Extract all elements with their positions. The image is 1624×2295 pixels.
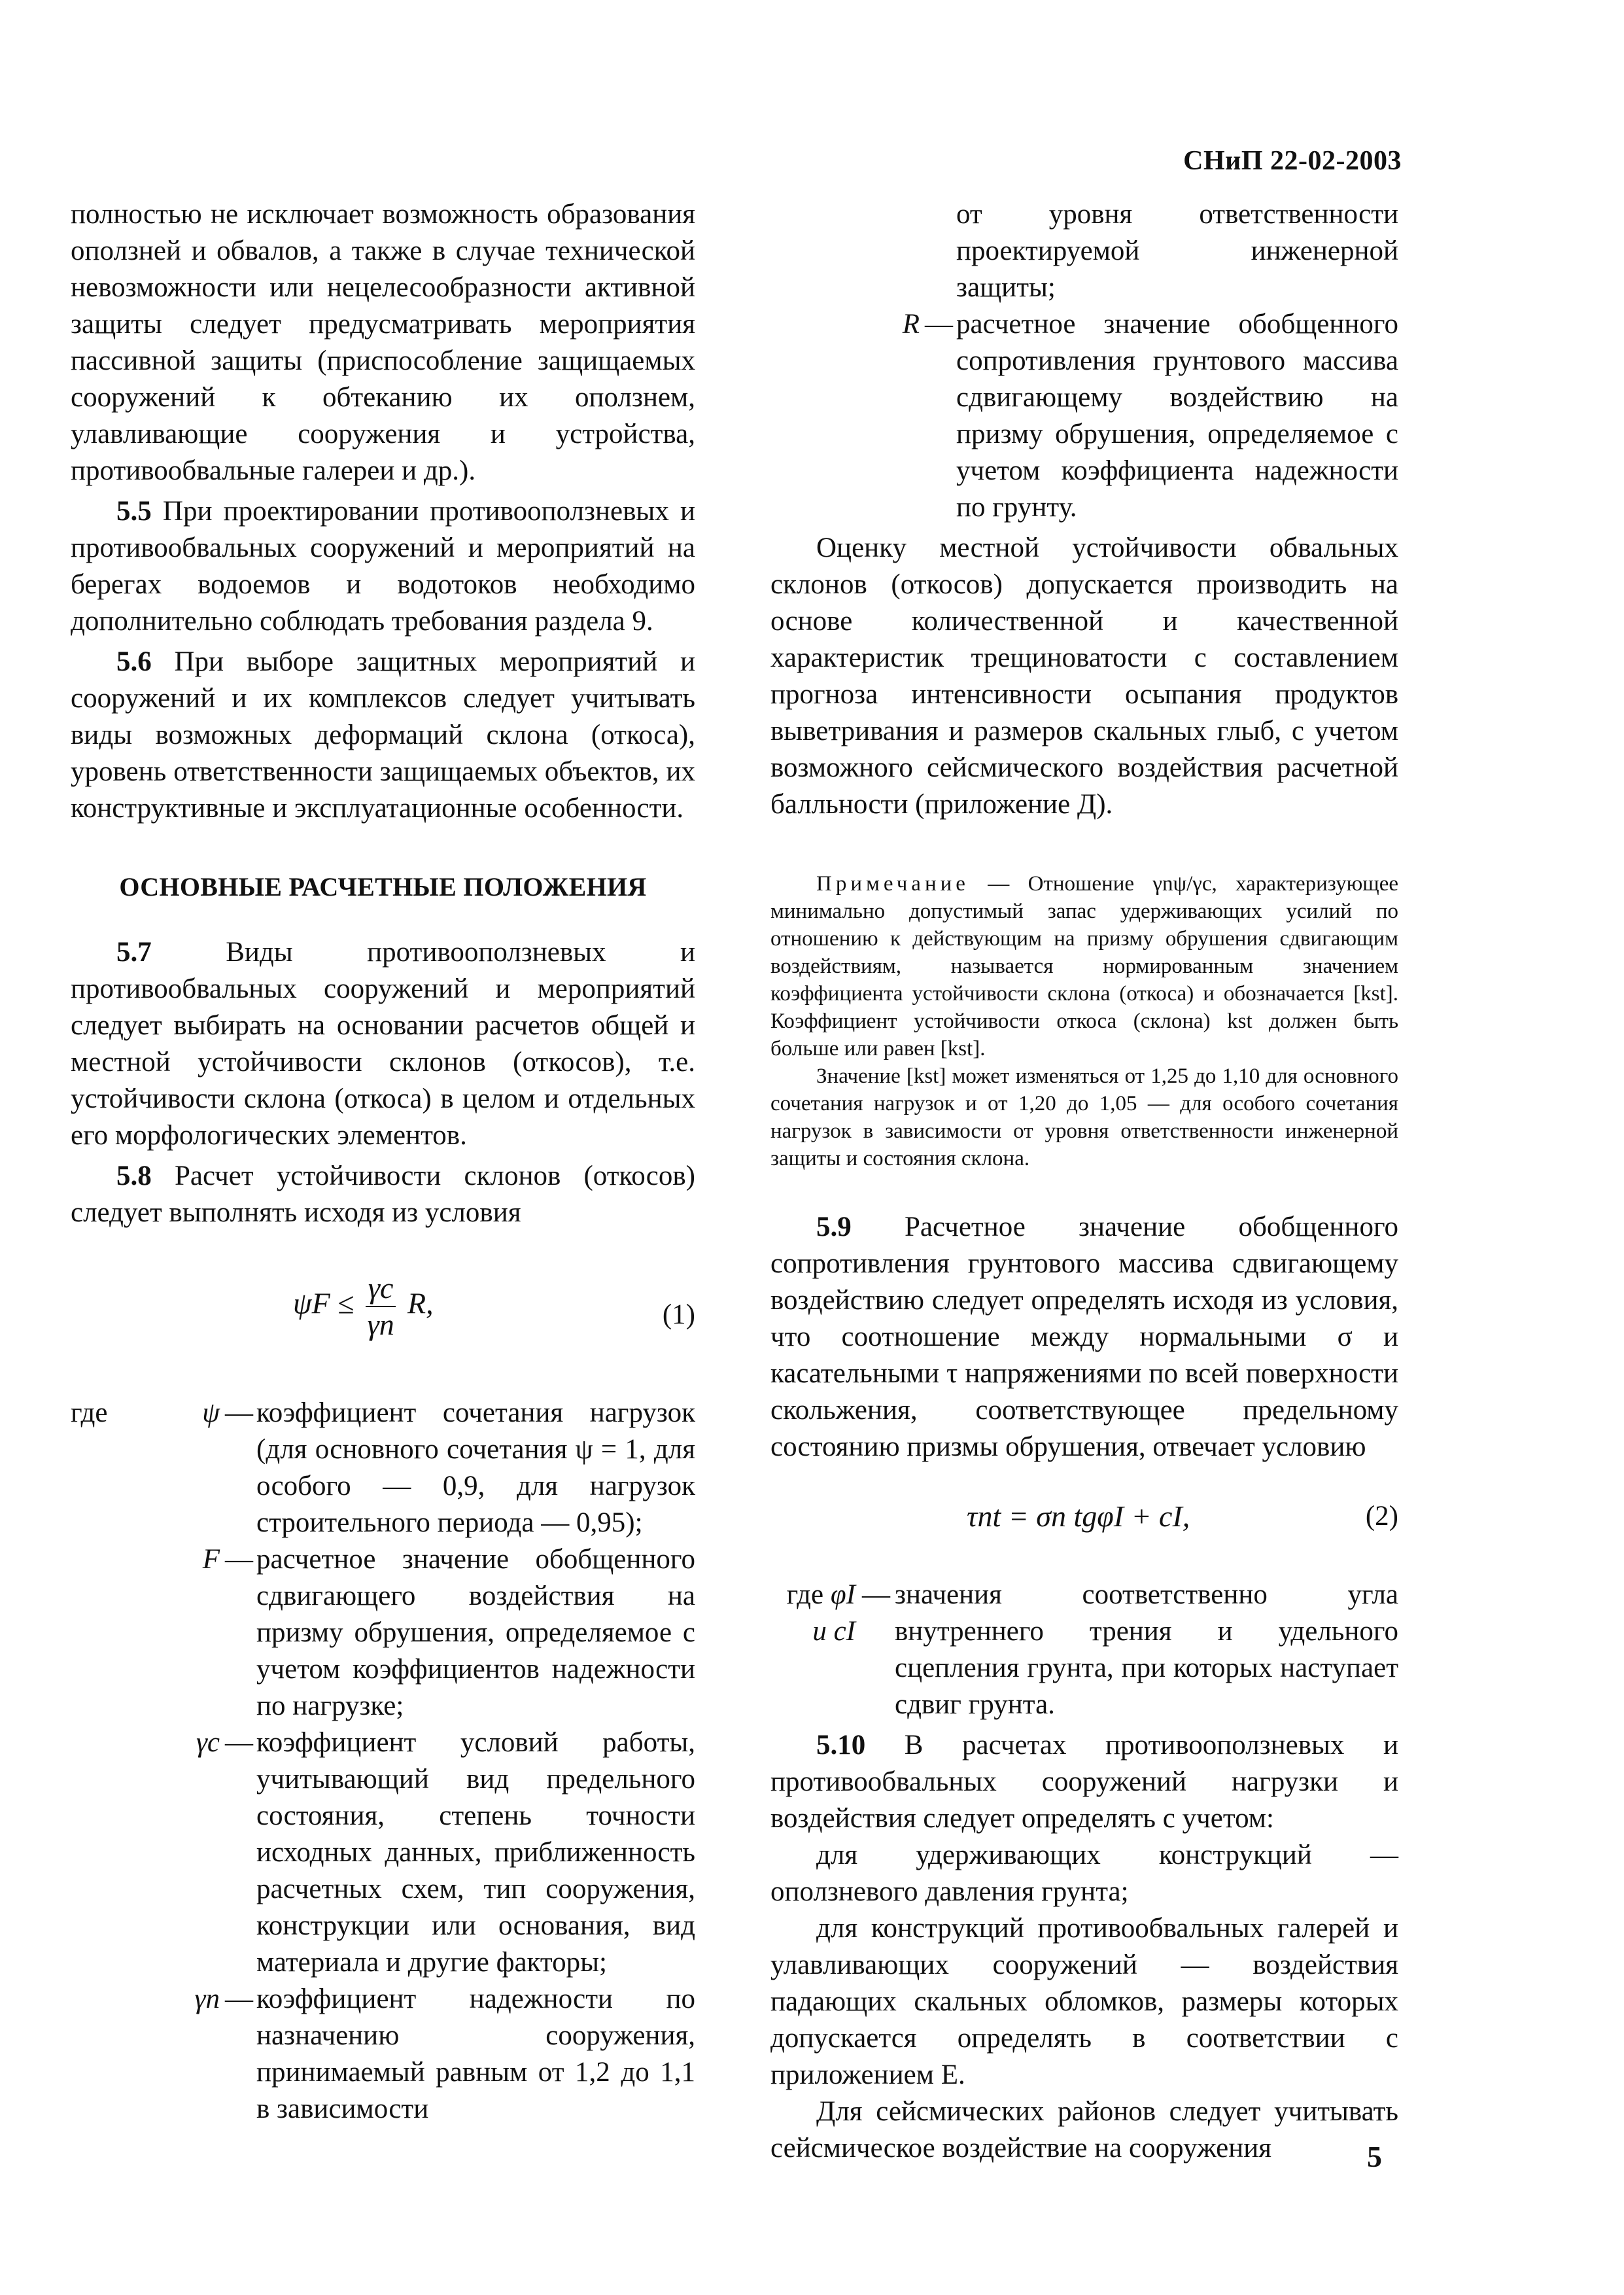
definition-text: от уровня ответственности проектируемой инженерной защиты; xyxy=(956,199,1398,303)
left-column xyxy=(71,196,695,2128)
definition-symbol: γn xyxy=(194,1984,220,2014)
note-text: — Отношение γnψ/γc, характеризующее минимально допустимый запас удерживающих усилий по отношению к действующим на призму обрушения сдвигающим воздействиям, называется нормированным значением коэффициента устойчивости склона (откоса) и обозначается [kst]. Коэффициент устойчивости откоса (склона) kst должен быть больше или равен [kst]. xyxy=(770,872,1398,1060)
definition-dash: — xyxy=(862,1579,890,1610)
fraction-numerator: γc xyxy=(366,1270,396,1307)
clause-number: 5.9 xyxy=(816,1212,852,1242)
clause-text: Расчетное значение обобщенного сопротивления грунтового массива сдвигающему воздействию следует определять исходя из условия, что соотношение между нормальными σ и касательными τ напряжениями по всей поверхности скольжения, соответствующее предельному состоянию призмы обрушения, отвечает условию xyxy=(770,1212,1399,1462)
clause-text: При выборе защитных мероприятий и сооружений и их комплексов следует учитывать виды возможных деформаций склона (откоса), уровень ответственности защищаемых объектов, их конструктивные и эксплуатационные особенности. xyxy=(71,646,695,824)
clause-number: 5.5 xyxy=(116,496,152,527)
formula-2-number: (2) xyxy=(1365,1501,1398,1532)
clause-text: Расчет устойчивости склонов (откосов) следует выполнять исходя из условия xyxy=(71,1161,695,1228)
note-label: Примечание xyxy=(816,872,969,896)
formula-1 xyxy=(71,1270,695,1369)
definition-text: коэффициент надежности по назначению сооружения, принимаемый равным от 1,2 до 1,1 в зависимости xyxy=(256,1984,695,2124)
definition-symbol xyxy=(770,1577,855,1723)
paragraph-5-10 xyxy=(770,1727,1398,1837)
definition-text: расчетное значение обобщенного сопротивления грунтового массива сдвигающему воздействию на призму обрушения, определяемое с учетом коэффициента надежности по грунту. xyxy=(956,309,1398,523)
fraction-denominator: γn xyxy=(367,1308,394,1341)
formula-1-fraction xyxy=(366,1270,396,1342)
clause-number: 5.8 xyxy=(116,1161,152,1191)
clause-text: Виды противооползневых и противообвальных сооружений и мероприятий следует выбирать на основании расчетов общей и местной устойчивости склонов (откосов), т.е. устойчивости склона (откоса) в целом и отдельных его морфологических элементов. xyxy=(71,937,695,1151)
definition-symbol xyxy=(821,196,920,306)
where-label: где xyxy=(71,1397,108,1428)
formula-1-expression xyxy=(293,1270,434,1342)
paragraph-seismic: Для сейсмических районов следует учитывать сейсмическое воздействие на сооружения xyxy=(770,2096,1398,2164)
paragraph-5-10-a: для удерживающих конструкций — оползневого давления грунта; xyxy=(770,1840,1398,1907)
note-paragraph-1 xyxy=(770,870,1398,1062)
definition-symbol: γc xyxy=(196,1727,220,1758)
document-code: СНиП 22-02-2003 xyxy=(1183,146,1402,176)
definition-dash: — xyxy=(225,1727,253,1758)
definition-dash: — xyxy=(225,1984,253,2014)
paragraph-local-stability: Оценку местной устойчивости обвальных склонов (откосов) допускается производить на основе количественной и качественной характеристик трещиноватости с составлением прогноза интенсивности осыпания продуктов выветривания и размеров скальных глыб, с учетом возможного сейсмического воздействия расчетной балльности (приложение Д). xyxy=(770,533,1398,820)
where-label: где xyxy=(786,1579,824,1610)
paragraph-5-6 xyxy=(71,644,695,827)
definition-symbol: ψ xyxy=(202,1397,220,1428)
clause-number: 5.7 xyxy=(116,937,152,968)
definition-text: значения соответственно угла внутреннего трения и удельного сцепления грунта, при которых наступает сдвиг грунта. xyxy=(895,1579,1398,1720)
clause-text: При проектировании противооползневых и противообвальных сооружений и мероприятий на берегах водоемов и водотоков необходимо дополнительно соблюдать требования раздела 9. xyxy=(71,496,695,637)
definition-symbol-text: φI и cI xyxy=(812,1579,855,1647)
clause-number: 5.6 xyxy=(116,646,152,677)
paragraph-5-10-b: для конструкций противообвальных галерей и улавливающих сооружений — воздействия падающих скальных обломков, размеры которых допускается определять в соответствии с приложением Е. xyxy=(770,1913,1398,2090)
paragraph-5-5 xyxy=(71,493,695,640)
definition-dash: — xyxy=(225,1397,253,1428)
definition-symbol: R xyxy=(902,309,920,340)
paragraph-intro: полностью не исключает возможность образования оползней и обвалов, а также в случае технической невозможности или нецелесообразности активной защиты следует предусматривать мероприятия пассивной защиты (приспособление защищаемых сооружений к обтеканию их оползнем, улавливающие сооружения и устройства, противообвальные галереи и др.). xyxy=(71,199,695,486)
definitions-list-2 xyxy=(770,1577,1398,1723)
page-number: 5 xyxy=(1367,2140,1382,2173)
formula-1-number: (1) xyxy=(662,1299,695,1330)
clause-text: В расчетах противооползневых и противообвальных сооружений нагрузки и воздействия следует определять с учетом: xyxy=(770,1730,1398,1834)
paragraph-5-8 xyxy=(71,1158,695,1231)
note-block xyxy=(770,870,1398,1172)
definition-text: расчетное значение обобщенного сдвигающего воздействия на призму обрушения, определяемое с учетом коэффициентов надежности по нагрузке; xyxy=(256,1544,695,1721)
definition-dash xyxy=(925,196,951,306)
definition-dash: — xyxy=(225,1544,253,1575)
definition-symbol: F xyxy=(202,1544,220,1575)
clause-number: 5.10 xyxy=(816,1730,866,1761)
formula-1-rhs: R, xyxy=(407,1286,434,1320)
section-heading: ОСНОВНЫЕ РАСЧЕТНЫЕ ПОЛОЖЕНИЯ xyxy=(119,872,647,902)
definition-text: коэффициент условий работы, учитывающий вид предельного состояния, степень точности исходных данных, приближенность расчетных схем, тип сооружения, конструкции или основания, вид материала и другие факторы; xyxy=(256,1727,695,1978)
definitions-list xyxy=(71,1395,695,2128)
formula-2 xyxy=(770,1498,1398,1557)
definition-dash: — xyxy=(925,309,953,340)
formula-1-lhs: ψF ≤ xyxy=(293,1286,354,1320)
right-column xyxy=(770,196,1398,2167)
formula-2-expression: τnt = σn tgφI + cI, xyxy=(967,1499,1190,1533)
paragraph-5-9 xyxy=(770,1209,1398,1465)
note-paragraph-2: Значение [kst] может изменяться от 1,25 до 1,10 для основного сочетания нагрузок и от 1,20 до 1,05 — для особого сочетания нагрузок в зависимости от уровня ответственности инженерной защиты и состояния склона. xyxy=(770,1064,1398,1170)
definitions-continued xyxy=(770,196,1398,526)
paragraph-5-7 xyxy=(71,934,695,1154)
definition-text: коэффициент сочетания нагрузок (для основного сочетания ψ = 1, для особого — 0,9, для нагрузок строительного периода — 0,95); xyxy=(256,1397,695,1538)
